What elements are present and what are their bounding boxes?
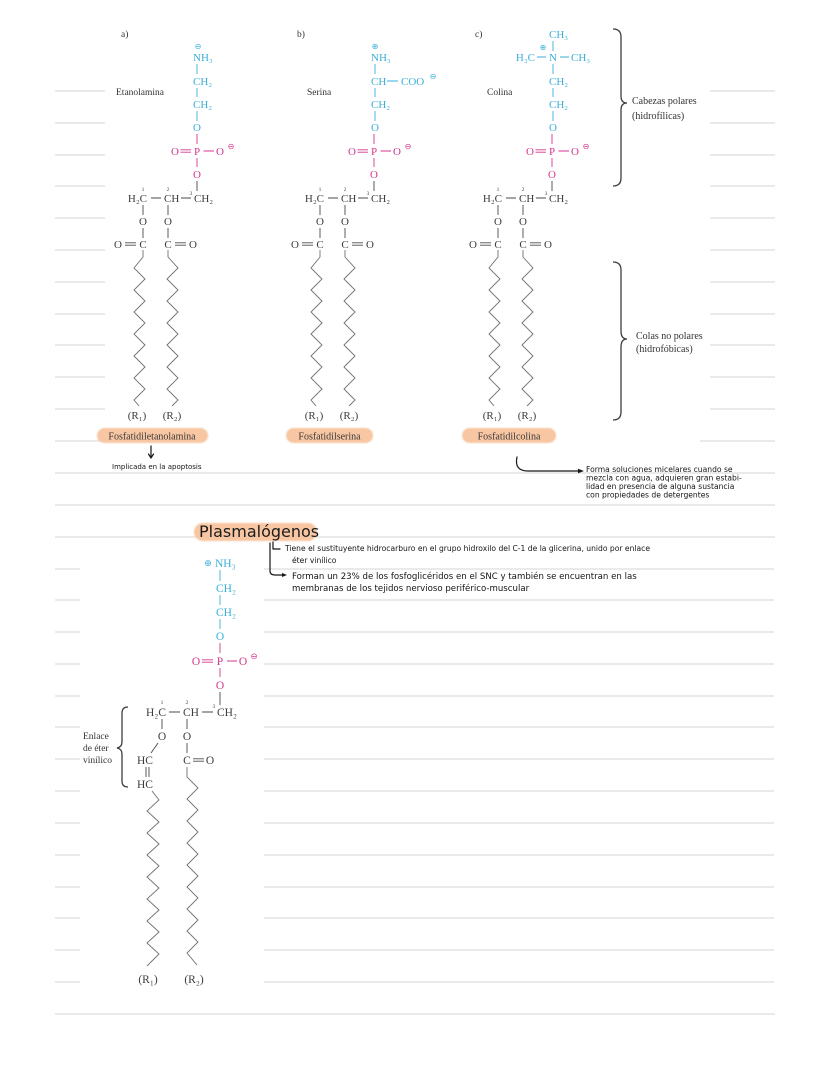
- head-group: [516, 29, 590, 134]
- carbon-number: 3: [366, 191, 370, 197]
- charge-symbol: ⊖: [404, 142, 412, 151]
- atom-label: O: [216, 146, 224, 158]
- atom-label: O: [371, 122, 379, 134]
- atom-label: H₂C: [127, 193, 147, 205]
- backbone-bonds: [125, 181, 197, 245]
- atom-label: H₃C: [515, 52, 535, 64]
- region-label: (hidrofóbicas): [636, 344, 693, 355]
- carbon-number: 3: [212, 704, 216, 710]
- atom-label: O: [494, 216, 502, 228]
- atom-label: CH: [519, 193, 535, 205]
- vinyl-ether-label: de éter: [83, 744, 109, 754]
- atom-label: C: [139, 239, 147, 251]
- atom-label: CH₂: [371, 193, 391, 205]
- fatty-acid-chain-r2: [344, 250, 355, 406]
- handwritten-note-line: membranas de los tejidos nervioso periférico-muscular: [292, 584, 530, 594]
- charge-symbol: ⊖: [194, 42, 202, 51]
- charge-symbol: ⊖: [227, 142, 235, 151]
- atom-label: O: [191, 656, 201, 668]
- atom-label: O: [114, 239, 122, 251]
- atom-label: COO: [401, 76, 425, 88]
- bracket-arrow-icon: [270, 542, 283, 575]
- r2-label: (R₂): [517, 410, 537, 422]
- vinyl-ether-label: Enlace: [83, 732, 109, 742]
- glycerol-backbone: [469, 181, 568, 251]
- phospholipid-name: Fosfatidilcolina: [477, 431, 541, 443]
- atom-label: O: [526, 146, 534, 158]
- atom-label: CH₂: [217, 707, 237, 719]
- atom-label: O: [215, 631, 225, 643]
- atom-label: C: [341, 239, 349, 251]
- carbon-number: 3: [189, 191, 193, 197]
- r1-label: (R₁): [304, 410, 324, 422]
- atom-label: CH₂: [549, 99, 569, 111]
- carbon-number: 2: [343, 187, 347, 193]
- atom-label: H₂C: [146, 707, 166, 719]
- charge-symbol: ⊖: [250, 652, 258, 662]
- carbon-number: 2: [521, 187, 525, 193]
- structure-serina: [286, 29, 436, 443]
- atom-label: O: [548, 169, 556, 181]
- r2-label: (R₂): [339, 410, 359, 422]
- atom-label: O: [291, 239, 299, 251]
- nonpolar-tails-annotation: [613, 262, 703, 420]
- structure-letter: b): [297, 30, 305, 40]
- handwritten-note-line: Forma soluciones micelares cuando se: [586, 465, 733, 474]
- right-brace-icon: [613, 29, 627, 186]
- atom-label: C: [494, 239, 502, 251]
- atom-label: O: [469, 239, 477, 251]
- atom-label: O: [193, 122, 201, 134]
- atom-label: CH: [183, 707, 199, 719]
- atom-label: CH₂: [549, 76, 569, 88]
- charge-symbol: ⊕: [204, 559, 212, 569]
- arrowhead-icon: [282, 573, 287, 577]
- handwritten-note-line: Forman un 23% de los fosfoglicéridos en el SNC y también se encuentran en las: [292, 572, 637, 582]
- head-bonds: [375, 64, 398, 121]
- atom-label: P: [548, 146, 556, 158]
- glycerol-backbone: [291, 181, 390, 251]
- handwritten-note-line: éter vinílico: [292, 556, 337, 565]
- atom-label: O: [193, 169, 201, 181]
- r1-label: (R₁): [482, 410, 502, 422]
- atom-label: NH₃: [215, 558, 236, 570]
- carbon-number: 3: [544, 191, 548, 197]
- atom-label: C: [183, 755, 191, 767]
- handwritten-note-line: Tiene el sustituyente hidrocarburo en el grupo hidroxilo del C-1 de la glicerina, unido por enlace: [285, 544, 650, 553]
- atom-label: CH₂: [216, 607, 236, 619]
- hook-arrow-icon: [516, 457, 580, 471]
- r2-label: (R₂): [162, 410, 182, 422]
- charge-symbol: ⊖: [582, 142, 590, 151]
- atom-label: O: [571, 146, 579, 158]
- atom-label: O: [205, 755, 215, 767]
- atom-label: CH₂: [371, 99, 391, 111]
- charge-symbol: ⊕: [371, 42, 379, 51]
- atom-label: CH₂: [193, 76, 213, 88]
- structure-colina: [462, 29, 590, 443]
- phospholipid-name: Fosfatidiletanolamina: [108, 431, 196, 443]
- atom-label: O: [139, 216, 147, 228]
- atom-label: O: [393, 146, 401, 158]
- handwritten-note-line: mezcla con agua, adquieren gran estabi-: [586, 473, 742, 483]
- polar-heads-annotation: [613, 29, 697, 186]
- atom-label: CH: [371, 76, 387, 88]
- r1-label: (R₁): [127, 410, 147, 422]
- charge-symbol: ⊕: [539, 43, 547, 52]
- atom-label: O: [164, 216, 172, 228]
- region-label: Cabezas polares: [632, 96, 697, 107]
- atom-label: C: [164, 239, 172, 251]
- down-arrow-icon: [149, 446, 154, 458]
- phosphate-group: [526, 134, 589, 181]
- handwritten-note-line: con propiedades de detergentes: [586, 490, 710, 500]
- note-etanolamina: [112, 446, 202, 471]
- structure-letter: a): [121, 30, 129, 40]
- r1-label: (R₁): [138, 974, 158, 986]
- atom-label: NH₃: [371, 52, 391, 64]
- atom-label: CH: [341, 193, 357, 205]
- head-group-name: Colina: [487, 88, 513, 98]
- serina-molecule: [291, 42, 436, 422]
- atom-label: O: [238, 656, 248, 668]
- atom-label: O: [189, 239, 197, 251]
- atom-label: O: [549, 122, 557, 134]
- backbone-bonds: [302, 181, 374, 245]
- atom-label: O: [519, 216, 527, 228]
- handwritten-note-line: lidad en presencia de alguna sustancia: [586, 482, 735, 491]
- fatty-acid-chain-r1: [311, 250, 322, 406]
- carbon-number: 2: [185, 700, 189, 706]
- fatty-acid-chain-r1: [489, 250, 500, 406]
- right-brace-icon: [613, 262, 627, 420]
- phosphate-group: [348, 134, 411, 181]
- atom-label: HC: [137, 755, 153, 767]
- phosphate-group: [192, 643, 258, 692]
- backbone-bonds: [480, 181, 552, 245]
- region-label: Colas no polares: [636, 331, 703, 342]
- section-plasmalogenos: [83, 522, 650, 986]
- structure-letter: c): [475, 30, 483, 40]
- atom-label: H₂C: [304, 193, 324, 205]
- atom-label: O: [157, 731, 167, 743]
- vinyl-ether-chain-r1: [147, 791, 159, 966]
- carbon-number: 1: [318, 187, 322, 193]
- head-group: [204, 558, 236, 643]
- section-title: Plasmalógenos: [199, 522, 320, 541]
- fatty-acid-chain-r2: [187, 767, 198, 965]
- atom-label: O: [341, 216, 349, 228]
- carbon-number: 2: [166, 187, 170, 193]
- atom-label: O: [544, 239, 552, 251]
- atom-label: CH₂: [194, 193, 214, 205]
- atom-label: H₂C: [482, 193, 502, 205]
- head-group-name: Serina: [307, 88, 332, 98]
- atom-label: N: [549, 52, 557, 64]
- atom-label: CH₂: [216, 583, 236, 595]
- vinyl-ether-label: vinílico: [83, 756, 113, 766]
- handwritten-note: Implicada en la apoptosis: [112, 463, 202, 471]
- structure-etanolamina: [97, 29, 234, 443]
- region-label: (hidrofílicas): [632, 111, 685, 122]
- fatty-acid-chain-r1: [134, 250, 145, 406]
- atom-label: C: [316, 239, 324, 251]
- atom-label: P: [193, 146, 201, 158]
- atom-label: P: [216, 656, 224, 668]
- atom-label: O: [366, 239, 374, 251]
- r2-label: (R₂): [184, 974, 204, 986]
- charge-symbol: ⊖: [429, 72, 437, 81]
- atom-label: O: [316, 216, 324, 228]
- left-brace-icon: [117, 707, 128, 787]
- note-colina: [516, 457, 742, 500]
- phosphate-group: [171, 134, 234, 181]
- atom-label: O: [370, 169, 378, 181]
- head-group: [193, 42, 213, 134]
- atom-label: HC: [137, 779, 153, 791]
- phospholipid-name: Fosfatidilserina: [298, 431, 361, 443]
- fatty-acid-chain-r2: [167, 250, 178, 406]
- atom-label: O: [215, 680, 225, 692]
- atom-label: CH₃: [571, 52, 591, 64]
- glycerol-backbone: [114, 181, 213, 251]
- carbon-number: 1: [496, 187, 500, 193]
- head-group: [371, 42, 436, 134]
- fatty-acid-chain-r2: [522, 250, 533, 406]
- atom-label: P: [370, 146, 378, 158]
- atom-label: NH₃: [193, 52, 213, 64]
- atom-label: CH₂: [193, 99, 213, 111]
- atom-label: CH: [164, 193, 180, 205]
- atom-label: O: [182, 731, 192, 743]
- atom-label: O: [171, 146, 179, 158]
- atom-label: C: [519, 239, 527, 251]
- atom-label: CH₃: [549, 29, 569, 41]
- carbon-number: 1: [141, 187, 145, 193]
- atom-label: CH₂: [549, 193, 569, 205]
- head-group-name: Etanolamina: [116, 88, 165, 98]
- atom-label: O: [348, 146, 356, 158]
- carbon-number: 1: [160, 700, 164, 706]
